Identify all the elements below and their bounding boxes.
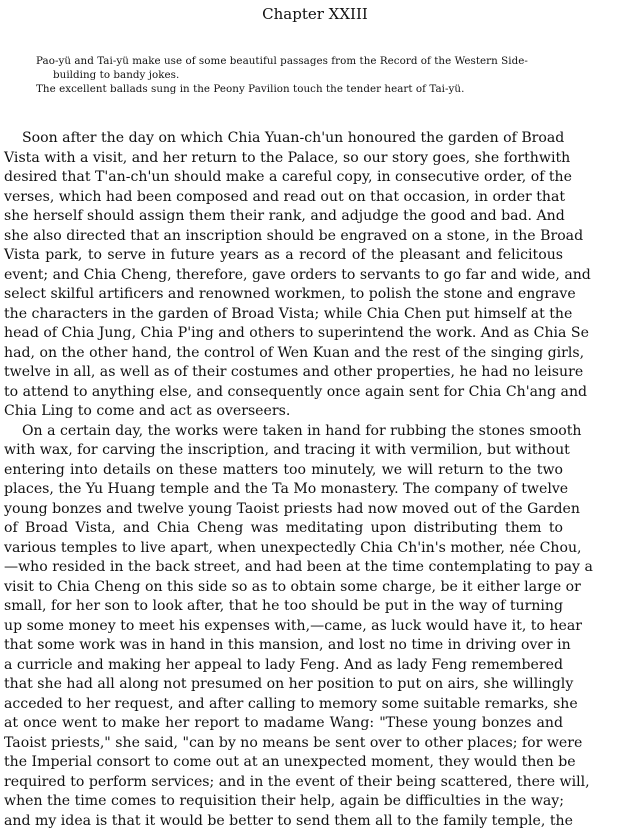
text-line: Chia Ling to come and act as overseers. [4, 402, 563, 422]
text-line: Taoist priests," she said, "can by no means be sent over to other places; for were [4, 734, 563, 754]
text-line: places, the Yu Huang temple and the Ta Mo monastery. The company of twelve [4, 480, 563, 500]
text-line: Soon after the day on which Chia Yuan-ch'un honoured the garden of Broad [4, 129, 563, 149]
text-line: had, on the other hand, the control of Wen Kuan and the rest of the singing girls, [4, 344, 563, 364]
text-line: Vista park, to serve in future years as a record of the pleasant and felicitous [4, 246, 563, 266]
text-line: desired that T'an-ch'un should make a careful copy, in consecutive order, of the [4, 168, 563, 188]
text-line: small, for her son to look after, that he too should be put in the way of turning [4, 597, 563, 617]
text-line: when the time comes to requisition their help, again be difficulties in the way; [4, 792, 563, 812]
text-line: entering into details on these matters too minutely, we will return to the two [4, 461, 563, 481]
chapter-summary [36, 54, 576, 96]
text-line: the Imperial consort to come out at an unexpected moment, they would then be [4, 753, 563, 773]
text-line: she also directed that an inscription should be engraved on a stone, in the Broad [4, 227, 563, 247]
text-line: at once went to make her report to madame Wang: "These young bonzes and [4, 714, 563, 734]
text-line: young bonzes and twelve young Taoist priests had now moved out of the Garden [4, 500, 563, 520]
chapter-title: Chapter XXIII [0, 5, 630, 23]
text-line: select skilful artificers and renowned workmen, to polish the stone and engrave [4, 285, 563, 305]
paragraph [4, 422, 563, 831]
summary-line: Pao-yü and Tai-yü make use of some beautiful passages from the Record of the Western Side- [36, 54, 576, 68]
text-line: the characters in the garden of Broad Vista; while Chia Chen put himself at the [4, 305, 563, 325]
text-line: head of Chia Jung, Chia P'ing and others to superintend the work. And as Chia Se [4, 324, 563, 344]
text-line: twelve in all, as well as of their costumes and other properties, he had no leisure [4, 363, 563, 383]
summary-line: The excellent ballads sung in the Peony Pavilion touch the tender heart of Tai-yü. [36, 82, 576, 96]
text-line: On a certain day, the works were taken in hand for rubbing the stones smooth [4, 422, 563, 442]
text-line: Vista with a visit, and her return to the Palace, so our story goes, she forthwith [4, 149, 563, 169]
text-line: required to perform services; and in the event of their being scattered, there will, [4, 773, 563, 793]
text-line: up some money to meet his expenses with,—came, as luck would have it, to hear [4, 617, 563, 637]
text-line: various temples to live apart, when unexpectedly Chia Ch'in's mother, née Chou, [4, 539, 563, 559]
summary-line-continuation: building to bandy jokes. [36, 68, 576, 82]
text-line: she herself should assign them their rank, and adjudge the good and bad. And [4, 207, 563, 227]
text-line: with wax, for carving the inscription, and tracing it with vermilion, but without [4, 441, 563, 461]
text-line: to attend to anything else, and consequently once again sent for Chia Ch'ang and [4, 383, 563, 403]
text-line: that some work was in hand in this mansion, and lost no time in driving over in [4, 636, 563, 656]
text-line: visit to Chia Cheng on this side so as to obtain some charge, be it either large or [4, 578, 563, 598]
paragraph [4, 129, 563, 422]
text-line: that she had all along not presumed on her position to put on airs, she willingly [4, 675, 563, 695]
text-line: of Broad Vista, and Chia Cheng was meditating upon distributing them to [4, 519, 563, 539]
text-line: and my idea is that it would be better to send them all to the family temple, the [4, 812, 563, 831]
text-line: event; and Chia Cheng, therefore, gave orders to servants to go far and wide, and [4, 266, 563, 286]
text-line: acceded to her request, and after calling to memory some suitable remarks, she [4, 695, 563, 715]
text-line: verses, which had been composed and read out on that occasion, in order that [4, 188, 563, 208]
body-text [4, 129, 563, 831]
text-line: a curricle and making her appeal to lady Feng. And as lady Feng remembered [4, 656, 563, 676]
text-line: —who resided in the back street, and had been at the time contemplating to pay a [4, 558, 563, 578]
